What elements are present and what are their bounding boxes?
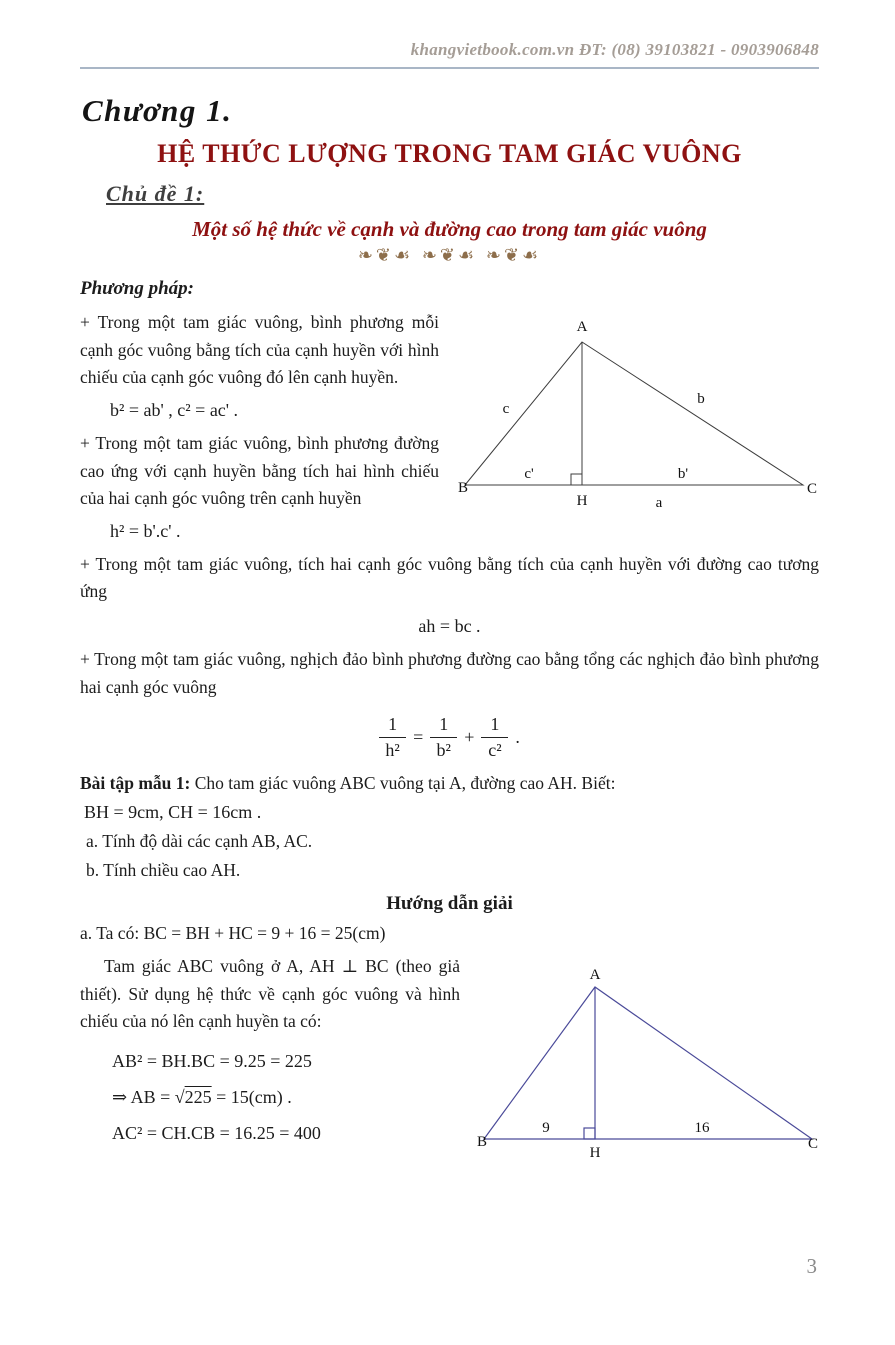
method-point-1: + Trong một tam giác vuông, bình phương mỗi cạnh góc vuông bằng tích của cạnh huyền với hình chiếu của cạnh góc vuông đó lên cạnh huyền. (80, 312, 439, 388)
formula-product: ah = bc . (418, 616, 481, 637)
method-point-4: + Trong một tam giác vuông, nghịch đảo bình phương đường cao bằng tổng các nghịch đảo bình phương hai cạnh góc vuông (80, 649, 819, 697)
vertex-label-c: C (806, 481, 817, 497)
vertex-label-b: B (477, 1134, 488, 1151)
topic-title: Một số hệ thức về cạnh và đường cao trong tam giác vuông (192, 217, 707, 241)
chapter-number-script: Chương 1. (82, 93, 233, 128)
triangle-sides (465, 342, 803, 485)
foot-label-h: H (576, 493, 588, 509)
side-label-b: b (697, 391, 705, 407)
chapter-title: HỆ THỨC LƯỢNG TRONG TAM GIÁC VUÔNG (157, 139, 742, 168)
right-angle-mark (571, 474, 582, 485)
vertex-label-a: A (576, 319, 588, 335)
example-item-a: a. Tính độ dài các cạnh AB, AC. (86, 831, 313, 852)
header-rule (80, 67, 819, 69)
fraction-one-over-b2 (430, 713, 457, 761)
sqrt-radicand: 225 (184, 1086, 212, 1107)
example-title: Bài tập mẫu 1: (80, 773, 191, 794)
method-block (80, 309, 819, 542)
period: . (515, 726, 520, 747)
equation-ab-squared: AB² = BH.BC = 9.25 = 225 (112, 1050, 312, 1071)
fraction-numerator: 1 (430, 713, 457, 738)
vertex-label-b: B (458, 480, 469, 496)
fraction-denominator: h² (385, 739, 400, 760)
equation-ab-prefix: ⇒ AB = √ (112, 1086, 185, 1107)
triangle-outline (465, 342, 803, 485)
figure-labels (477, 967, 818, 1159)
header-site-text: khangvietbook.com.vn ĐT: (08) 39103821 - 0903906848 (410, 40, 819, 59)
example-statement (80, 770, 819, 798)
right-angle-mark (584, 1128, 595, 1139)
solution-heading: Hướng dẫn giải (386, 893, 513, 915)
figure-labels (458, 319, 817, 511)
equation-ab-suffix: = 15(cm) . (211, 1086, 292, 1107)
method-heading: Phương pháp: (80, 278, 194, 299)
side-label-c: c (502, 401, 510, 417)
formula-squares-of-legs: b² = ab' , c² = ac' . (110, 399, 239, 420)
fraction-numerator: 1 (379, 713, 406, 738)
example-intro: Cho tam giác vuông ABC vuông tại A, đường cao AH. Biết: (190, 773, 616, 794)
figure-right-triangle-abc (451, 315, 819, 520)
topic-label: Chủ đề 1: (106, 181, 205, 206)
fraction-one-over-c2 (481, 713, 508, 761)
formula-reciprocal-equation (80, 713, 819, 761)
plus-sign: + (464, 726, 475, 747)
foot-label-h: H (589, 1145, 601, 1160)
solution-block (80, 953, 819, 1160)
page-number: 3 (806, 1254, 817, 1278)
segment-label-hc: 16 (694, 1120, 710, 1137)
equals-sign: = (413, 726, 424, 747)
segment-label-bh: 9 (542, 1120, 550, 1137)
segment-label-b-prime: b' (677, 466, 689, 482)
fraction-numerator: 1 (481, 713, 508, 738)
vertex-label-a: A (589, 967, 601, 984)
fraction-one-over-h2 (379, 713, 406, 761)
ornament-divider: ❧❦☙ ❧❦☙ ❧❦☙ (357, 245, 542, 266)
vertex-label-c: C (807, 1136, 818, 1153)
figure-solution-triangle (474, 967, 819, 1159)
segment-label-c-prime: c' (524, 466, 534, 482)
triangle-outline (484, 987, 812, 1139)
solution-paragraph: Tam giác ABC vuông ở A, AH ⊥ BC (theo giả thiết). Sử dụng hệ thức về cạnh góc vuông và hình chiếu của nó lên cạnh huyền ta có: (80, 956, 460, 1032)
method-point-2: + Trong một tam giác vuông, bình phương đường cao ứng với cạnh huyền bằng tích hai hình chiếu của hai cạnh góc vuông trên cạnh huyền (80, 432, 439, 509)
example-item-b: b. Tính chiều cao AH. (86, 860, 241, 881)
formula-height-squared: h² = b'.c' . (110, 520, 181, 541)
fraction-denominator: b² (436, 739, 451, 760)
example-given-values: BH = 9cm, CH = 16cm . (84, 802, 262, 823)
side-label-a: a (655, 495, 663, 511)
solution-step-a: a. Ta có: BC = BH + HC = 9 + 16 = 25(cm) (80, 923, 386, 944)
triangle-sides (484, 987, 812, 1139)
equation-ac-squared: AC² = CH.CB = 16.25 = 400 (112, 1122, 321, 1143)
fraction-denominator: c² (488, 739, 502, 760)
method-point-3: + Trong một tam giác vuông, tích hai cạnh góc vuông bằng tích của cạnh huyền với đường cao tương ứng (80, 553, 819, 602)
